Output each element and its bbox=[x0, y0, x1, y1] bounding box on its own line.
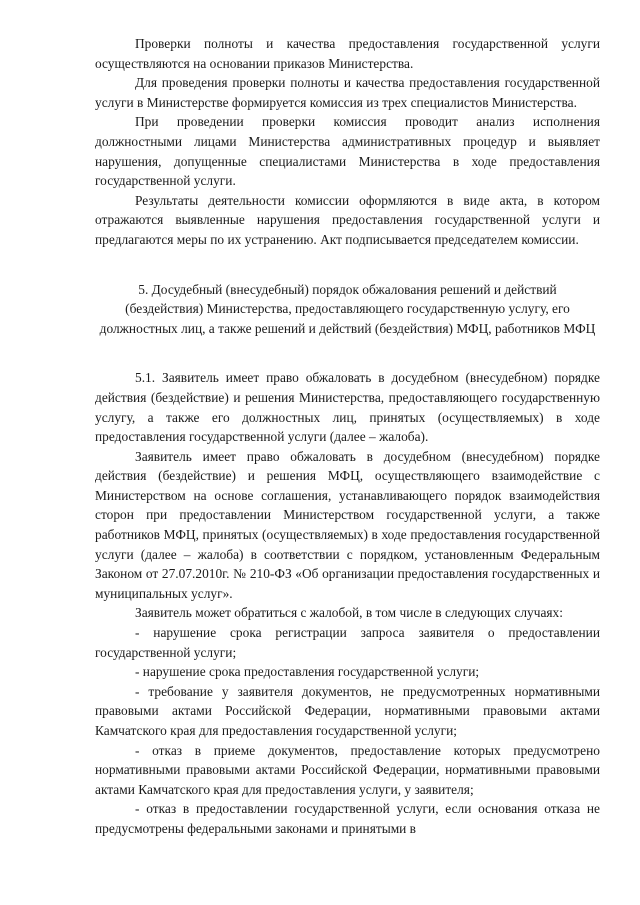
paragraph: Для проведения проверки полноты и качества предоставления государственной услуги в Министерстве формируется комиссия из трех специалистов Министерства. bbox=[95, 75, 600, 110]
paragraph: Заявитель может обратиться с жалобой, в том числе в следующих случаях: bbox=[135, 605, 563, 621]
section-heading: 5. Досудебный (внесудебный) порядок обжалования решений и действий (бездействия) Министерства, предоставляющего государственную услугу, его должностных лиц, а также решений и действий (бездействия) МФЦ, работников МФЦ bbox=[99, 281, 596, 336]
paragraph: Заявитель имеет право обжаловать в досудебном (внесудебном) порядке действия (бездействие) и решения МФЦ, осуществляющего взаимодействие с Министерством на основе соглашения, устанавливающего порядок взаимодействия сторон при предоставлении Министерством государственной услуги, а также работников МФЦ, принятых (осуществляемых) в ходе предоставления государственной услуги (далее – жалоба) в соответствии с порядком, установленным Федеральным Законом от 27.07.2010г. № 210-ФЗ «Об организации предоставления государственных и муниципальных услуг». bbox=[95, 448, 600, 601]
paragraph: 5.1. Заявитель имеет право обжаловать в досудебном (внесудебном) порядке действия (бездействие) и решения Министерства, предоставляющего государственную услугу, а также его должностных лиц, принятых (осуществляемых) в ходе предоставления государственной услуги (далее – жалоба). bbox=[95, 370, 600, 445]
list-item: - нарушение срока предоставления государственной услуги; bbox=[135, 664, 480, 680]
paragraph: При проведении проверки комиссия проводит анализ исполнения должностными лицами Министерства административных процедур и выявляет нарушения, допущенные специалистами Министерства в ходе предоставления государственной услуги. bbox=[95, 114, 600, 189]
list-item: - нарушение срока регистрации запроса заявителя о предоставлении государственной услуги; bbox=[95, 625, 600, 660]
list-item: - требование у заявителя документов, не предусмотренных нормативными правовыми актами Российской Федерации, нормативными правовыми актами Камчатского края для предоставления государственной услуги; bbox=[95, 683, 600, 738]
list-item: - отказ в приеме документов, предоставление которых предусмотрено нормативными правовыми актами Российской Федерации, нормативными правовыми актами Камчатского края для предоставления услуги, у заявителя; bbox=[95, 742, 600, 797]
list-item: - отказ в предоставлении государственной услуги, если основания отказа не предусмотрены федеральными законами и принятыми в bbox=[95, 801, 600, 836]
paragraph: Проверки полноты и качества предоставления государственной услуги осуществляются на основании приказов Министерства. bbox=[95, 36, 600, 71]
paragraph: Результаты деятельности комиссии оформляются в виде акта, в котором отражаются выявленные нарушения предоставления государственной услуги и предлагаются меры по их устранению. Акт подписывается председателем комиссии. bbox=[95, 192, 600, 247]
